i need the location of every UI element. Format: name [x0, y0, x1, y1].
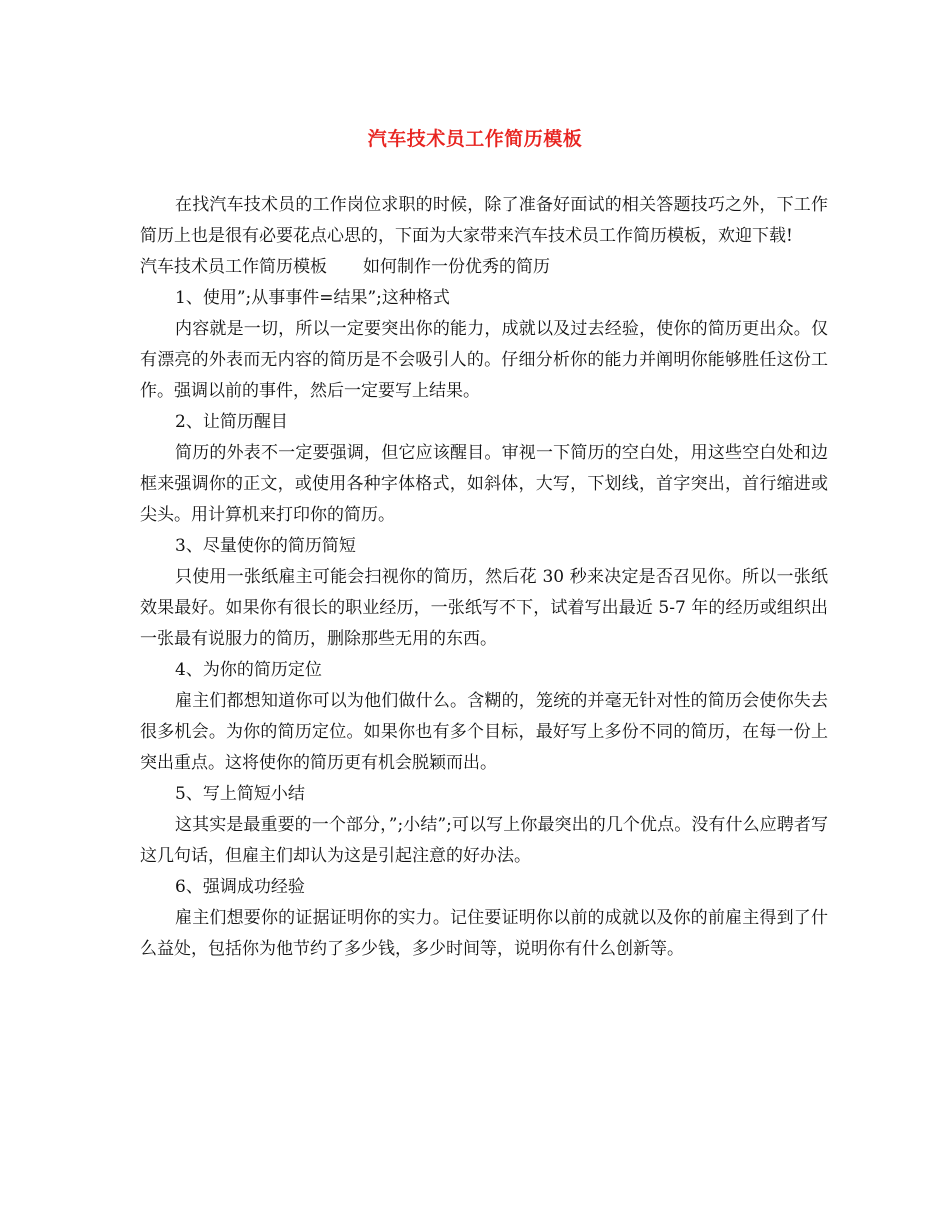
intro-paragraph: 在找汽车技术员的工作岗位求职的时候，除了准备好面试的相关答题技巧之外，下工作简历上也是很有必要花点心思的，下面为大家带来汽车技术员工作简历模板，欢迎下载! — [140, 195, 828, 246]
document-body — [140, 190, 828, 965]
item-4-title: 4、为你的简历定位 — [175, 660, 322, 680]
item-2-text: 简历的外表不一定要强调，但它应该醒目。审视一下简历的空白处，用这些空白处和边框来强调你的正文，或使用各种字体格式，如斜体，大写，下划线，首字突出，首行缩进或尖头。用计算机来打印你的简历。 — [140, 443, 828, 525]
item-6-title: 6、强调成功经验 — [175, 877, 305, 897]
document-title: 汽车技术员工作简历模板 — [367, 128, 583, 150]
item-5-title: 5、写上简短小结 — [175, 784, 305, 804]
item-3-title: 3、尽量使你的简历简短 — [175, 536, 356, 556]
item-4-text: 雇主们都想知道你可以为他们做什么。含糊的，笼统的并毫无针对性的简历会使你失去很多机会。为你的简历定位。如果你也有多个目标，最好写上多份不同的简历，在每一份上突出重点。这将使你的简历更有机会脱颖而出。 — [140, 691, 828, 773]
subheading-left: 汽车技术员工作简历模板 — [140, 257, 327, 277]
item-2-title: 2、让简历醒目 — [175, 412, 288, 432]
item-1-text: 内容就是一切，所以一定要突出你的能力，成就以及过去经验，使你的简历更出众。仅有漂亮的外表而无内容的简历是不会吸引人的。仔细分析你的能力并阐明你能够胜任这份工作。强调以前的事件，然后一定要写上结果。 — [140, 319, 828, 401]
item-1-title: 1、使用”;从事事件=结果”;这种格式 — [175, 288, 450, 308]
item-3-text: 只使用一张纸雇主可能会扫视你的简历，然后花 30 秒来决定是否召见你。所以一张纸效果最好。如果你有很长的职业经历，一张纸写不下，试着写出最近 5-7 年的经历或组织出一张最有说服力的简历，删除那些无用的东西。 — [140, 567, 828, 649]
item-6-text: 雇主们想要你的证据证明你的实力。记住要证明你以前的成就以及你的前雇主得到了什么益处，包括你为他节约了多少钱，多少时间等，说明你有什么创新等。 — [140, 908, 828, 959]
item-5-text: 这其实是最重要的一个部分，”;小结”;可以写上你最突出的几个优点。没有什么应聘者写这几句话，但雇主们却认为这是引起注意的好办法。 — [140, 815, 828, 866]
subheading-right: 如何制作一份优秀的简历 — [363, 257, 550, 277]
subheading-line — [140, 252, 828, 283]
